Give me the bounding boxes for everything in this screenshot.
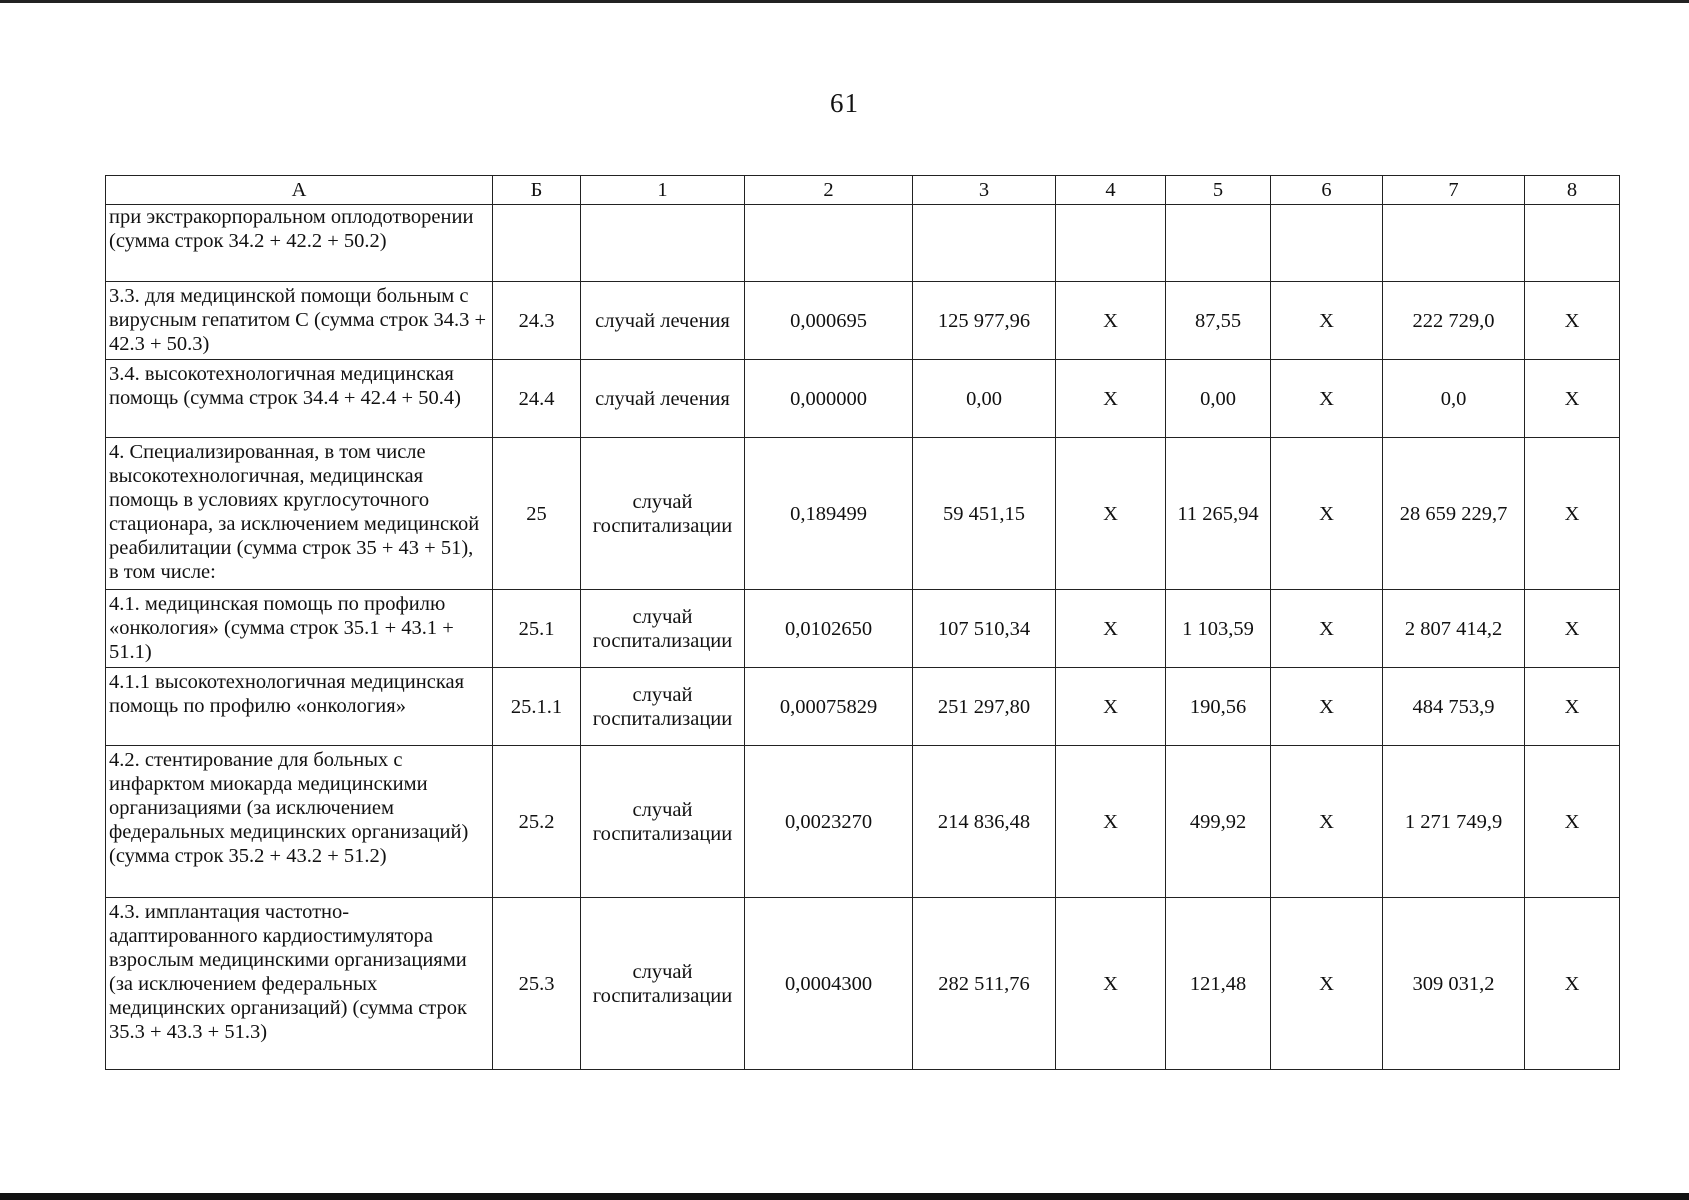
- col-5-cell: 121,48: [1166, 898, 1271, 1070]
- col-4-cell: Х: [1056, 282, 1166, 360]
- col-4-cell: Х: [1056, 746, 1166, 898]
- table-row: [106, 668, 1620, 746]
- col-3-cell: 251 297,80: [913, 668, 1056, 746]
- scan-bottom-edge: [0, 1193, 1689, 1200]
- header-col-b: Б: [493, 176, 581, 205]
- col-5-cell: 11 265,94: [1166, 438, 1271, 590]
- col-7-cell: 0,0: [1383, 360, 1525, 438]
- row-name-cell: 4.1. медицинская помощь по профилю «онкология» (сумма строк 35.1 + 43.1 + 51.1): [106, 590, 493, 668]
- col-2-cell: 0,0004300: [745, 898, 913, 1070]
- unit-cell: случай госпитализации: [581, 590, 745, 668]
- col-3-cell: [913, 205, 1056, 282]
- table-row: [106, 205, 1620, 282]
- unit-cell: случай лечения: [581, 360, 745, 438]
- col-6-cell: Х: [1271, 746, 1383, 898]
- col-5-cell: 0,00: [1166, 360, 1271, 438]
- col-8-cell: Х: [1525, 898, 1620, 1070]
- col-6-cell: [1271, 205, 1383, 282]
- col-6-cell: Х: [1271, 360, 1383, 438]
- col-4-cell: Х: [1056, 438, 1166, 590]
- col-4-cell: Х: [1056, 590, 1166, 668]
- col-2-cell: [745, 205, 913, 282]
- col-3-cell: 125 977,96: [913, 282, 1056, 360]
- page-number: 61: [830, 88, 859, 118]
- col-2-cell: 0,000000: [745, 360, 913, 438]
- header-col-6: 6: [1271, 176, 1383, 205]
- row-name-cell: 4.2. стентирование для больных с инфарктом миокарда медицинскими организациями (за исключением федеральных медицинских организаций) (сумма строк 35.2 + 43.2 + 51.2): [106, 746, 493, 898]
- header-col-4: 4: [1056, 176, 1166, 205]
- header-row: [106, 176, 1620, 205]
- col-7-cell: 222 729,0: [1383, 282, 1525, 360]
- unit-cell: случай лечения: [581, 282, 745, 360]
- col-6-cell: Х: [1271, 438, 1383, 590]
- col-2-cell: 0,000695: [745, 282, 913, 360]
- col-8-cell: Х: [1525, 438, 1620, 590]
- row-name-cell: 3.3. для медицинской помощи больным с вирусным гепатитом С (сумма строк 34.3 + 42.3 + 50.3): [106, 282, 493, 360]
- unit-cell: [581, 205, 745, 282]
- col-7-cell: 484 753,9: [1383, 668, 1525, 746]
- col-6-cell: Х: [1271, 898, 1383, 1070]
- col-4-cell: Х: [1056, 668, 1166, 746]
- row-name-cell: 4.3. имплантация частотно-адаптированного кардиостимулятора взрослым медицинскими организациями (за исключением федеральных медицинских организаций) (сумма строк 35.3 + 43.3 + 51.3): [106, 898, 493, 1070]
- col-3-cell: 0,00: [913, 360, 1056, 438]
- row-name-cell: 4.1.1 высокотехнологичная медицинская помощь по профилю «онкология»: [106, 668, 493, 746]
- row-code-cell: 24.3: [493, 282, 581, 360]
- col-5-cell: [1166, 205, 1271, 282]
- unit-cell: случай госпитализации: [581, 746, 745, 898]
- col-7-cell: 1 271 749,9: [1383, 746, 1525, 898]
- row-name-cell: 3.4. высокотехнологичная медицинская помощь (сумма строк 34.4 + 42.4 + 50.4): [106, 360, 493, 438]
- table-row: [106, 746, 1620, 898]
- row-code-cell: 25.3: [493, 898, 581, 1070]
- row-name-cell: при экстракорпоральном оплодотворении (сумма строк 34.2 + 42.2 + 50.2): [106, 205, 493, 282]
- table-row: [106, 360, 1620, 438]
- row-code-cell: 25.1.1: [493, 668, 581, 746]
- table-row: [106, 898, 1620, 1070]
- col-6-cell: Х: [1271, 668, 1383, 746]
- col-6-cell: Х: [1271, 282, 1383, 360]
- col-2-cell: 0,00075829: [745, 668, 913, 746]
- col-3-cell: 59 451,15: [913, 438, 1056, 590]
- header-col-2: 2: [745, 176, 913, 205]
- col-8-cell: Х: [1525, 360, 1620, 438]
- col-2-cell: 0,0023270: [745, 746, 913, 898]
- col-3-cell: 282 511,76: [913, 898, 1056, 1070]
- table-row: [106, 590, 1620, 668]
- col-8-cell: Х: [1525, 590, 1620, 668]
- unit-cell: случай госпитализации: [581, 898, 745, 1070]
- col-8-cell: [1525, 205, 1620, 282]
- header-col-8: 8: [1525, 176, 1620, 205]
- col-4-cell: [1056, 205, 1166, 282]
- col-6-cell: Х: [1271, 590, 1383, 668]
- col-8-cell: Х: [1525, 282, 1620, 360]
- col-7-cell: 2 807 414,2: [1383, 590, 1525, 668]
- row-code-cell: 25.2: [493, 746, 581, 898]
- col-5-cell: 87,55: [1166, 282, 1271, 360]
- col-5-cell: 1 103,59: [1166, 590, 1271, 668]
- header-col-a: А: [106, 176, 493, 205]
- row-code-cell: 25.1: [493, 590, 581, 668]
- header-col-7: 7: [1383, 176, 1525, 205]
- col-7-cell: 309 031,2: [1383, 898, 1525, 1070]
- scan-top-edge: [0, 0, 1689, 3]
- table-row: [106, 438, 1620, 590]
- header-col-5: 5: [1166, 176, 1271, 205]
- col-7-cell: 28 659 229,7: [1383, 438, 1525, 590]
- data-table: [105, 175, 1620, 1070]
- col-7-cell: [1383, 205, 1525, 282]
- col-8-cell: Х: [1525, 668, 1620, 746]
- row-code-cell: 25: [493, 438, 581, 590]
- row-code-cell: 24.4: [493, 360, 581, 438]
- col-3-cell: 107 510,34: [913, 590, 1056, 668]
- col-4-cell: Х: [1056, 898, 1166, 1070]
- header-col-1: 1: [581, 176, 745, 205]
- col-2-cell: 0,0102650: [745, 590, 913, 668]
- col-2-cell: 0,189499: [745, 438, 913, 590]
- unit-cell: случай госпитализации: [581, 668, 745, 746]
- col-8-cell: Х: [1525, 746, 1620, 898]
- unit-cell: случай госпитализации: [581, 438, 745, 590]
- col-4-cell: Х: [1056, 360, 1166, 438]
- row-code-cell: [493, 205, 581, 282]
- row-name-cell: 4. Специализированная, в том числе высокотехнологичная, медицинская помощь в условиях круглосуточного стационара, за исключением медицинской реабилитации (сумма строк 35 + 43 + 51), в том числе:: [106, 438, 493, 590]
- col-5-cell: 190,56: [1166, 668, 1271, 746]
- table-row: [106, 282, 1620, 360]
- header-col-3: 3: [913, 176, 1056, 205]
- col-3-cell: 214 836,48: [913, 746, 1056, 898]
- col-5-cell: 499,92: [1166, 746, 1271, 898]
